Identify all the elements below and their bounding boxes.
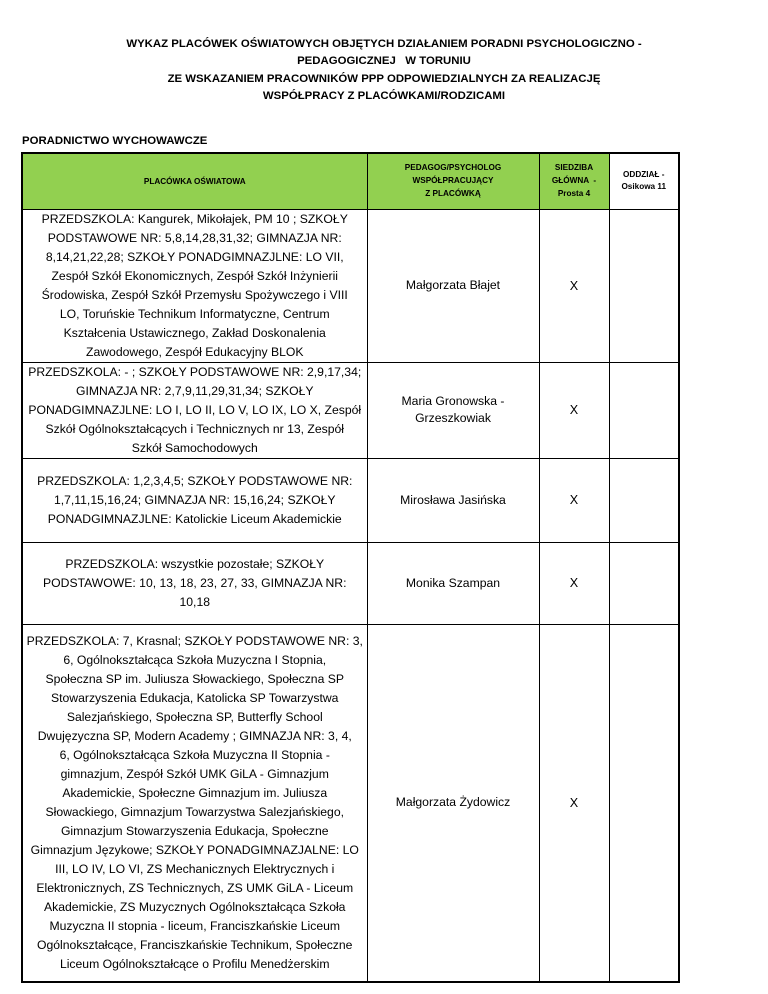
header-label: PLACÓWKA OŚWIATOWA (143, 176, 246, 186)
text-line: Dwujęzyczna SP, Modern Academy ; GIMNAZJA NR: 3, 4, (37, 728, 352, 743)
branch-cell (609, 542, 679, 624)
text-line: PRZEDSZKOLA: 1,2,3,4,5; SZKOŁY PODSTAWOWE NR: (37, 473, 353, 488)
text-line: Stowarzyszenia Edukacja, Katolicka SP Towarzystwa (51, 690, 339, 705)
title-line: WSPÓŁPRACY Z PLACÓWKAMI/RODZICAMI (262, 90, 506, 103)
text-line: 6, Ogólnokształcąca Szkoła Muzyczna II Stopnia - (59, 747, 330, 762)
text-line: PRZEDSZKOLA: wszystkie pozostałe; SZKOŁY (65, 556, 325, 571)
specialist-cell (367, 624, 539, 982)
title-line: PEDAGOGICZNEJ W TORUNIU (297, 55, 471, 68)
text-line: GIMNAZJA NR: 2,7,9,11,29,31,34; SZKOŁY (75, 383, 314, 398)
text-line: Szkół Ogólnokształcących i Technicznych nr 13, Zespół (45, 421, 344, 436)
text-line: Salezjańskiego, Społeczna SP, Butterfly School (66, 709, 323, 724)
text-line: Akademickie, Społeczne Gimnazjum im. Juliusza (62, 785, 328, 800)
table-row (22, 209, 679, 362)
table-row (22, 362, 679, 458)
institution-cell (22, 458, 367, 542)
table-header-row (22, 153, 679, 209)
header-label: Z PLACÓWKĄ (425, 188, 481, 198)
header-institution (22, 153, 367, 209)
text-line: PODSTAWOWE: 10, 13, 18, 23, 27, 33, GIMNAZJA NR: (43, 575, 347, 590)
header-label: Prosta 4 (557, 188, 591, 198)
specialist-cell (367, 362, 539, 458)
document-title (20, 36, 748, 106)
text-line: PRZEDSZKOLA: Kangurek, Mikołajek, PM 10 ; SZKOŁY (41, 211, 348, 226)
text-line: 8,14,21,22,28; SZKOŁY PONADGIMNAZJLNE: LO VII, (45, 249, 344, 264)
specialist-cell (367, 458, 539, 542)
text-line: Środowiska, Zespół Szkół Przemysłu Spożywczego i VIII (41, 287, 348, 302)
specialist-name: Małgorzata Żydowicz (395, 795, 511, 810)
text-line: 10,18 (179, 594, 210, 609)
text-line: Ogólnokształcące, Franciszkańskie Technikum, Społeczne (37, 937, 353, 952)
institutions-table (21, 152, 680, 983)
text-line: PONADGIMNAZJLNE: LO I, LO II, LO V, LO IX, LO X, Zespół (28, 402, 362, 417)
text-line: Liceum Ogólnokształcące o Profilu Menedżerskim (59, 956, 330, 971)
section-title: PORADNICTWO WYCHOWAWCZE (22, 135, 208, 147)
text-line: 6, Ogólnokształcąca Szkoła Muzyczna I Stopnia, (63, 652, 327, 667)
header-label: WSPÓŁPRACUJĄCY (412, 175, 494, 185)
specialist-name: Monika Szampan (405, 575, 501, 590)
title-line: WYKAZ PLACÓWEK OŚWIATOWYCH OBJĘTYCH DZIAŁANIEM PORADNI PSYCHOLOGICZNO - (126, 38, 642, 50)
header-label: Osikowa 11 (621, 182, 667, 192)
main-office-cell: X (539, 362, 609, 458)
institution-cell (22, 362, 367, 458)
text-line: Gimnazjum Stowarzyszenia Edukacja, Społeczne (60, 823, 329, 838)
text-line: Gimnazjum Językowe; SZKOŁY PONADGIMNAZJALNE: LO (30, 842, 359, 857)
text-line: Zespół Szkół Ekonomicznych, Zespół Szkół Inżynierii (51, 268, 339, 283)
text-line: Elektronicznych, ZS Technicznych, ZS UMK GiLA - Liceum (36, 880, 354, 895)
header-label: ODDZIAŁ - (623, 169, 665, 179)
institution-cell (22, 624, 367, 982)
text-line: PRZEDSZKOLA: - ; SZKOŁY PODSTAWOWE NR: 2,9,17,34; (28, 364, 362, 379)
text-line: Akademickie, ZS Muzycznych Ogólnokształcąca Szkoła (44, 899, 346, 914)
table-row (22, 542, 679, 624)
main-office-cell: X (539, 458, 609, 542)
branch-cell (609, 458, 679, 542)
branch-cell (609, 362, 679, 458)
text-line: Społeczna SP im. Juliusza Słowackiego, Społeczna SP (45, 671, 345, 686)
text-line: Muzyczna II stopnia - liceum, Franciszkańskie Liceum (49, 918, 341, 933)
header-branch (609, 153, 679, 209)
text-line: PRZEDSZKOLA: 7, Krasnal; SZKOŁY PODSTAWOWE NR: 3, (26, 633, 363, 648)
text-line: III, LO IV, LO VI, ZS Mechanicznych Elektrycznych i (55, 861, 335, 876)
text-line: gimnazjum, Zespół Szkół UMK GiLA - Gimnazjum (60, 766, 329, 781)
main-office-cell: X (539, 624, 609, 982)
institution-cell (22, 542, 367, 624)
specialist-name: Maria Gronowska - (401, 394, 505, 408)
specialist-name: Grzeszkowiak (415, 411, 491, 425)
specialist-cell (367, 209, 539, 362)
table-row (22, 458, 679, 542)
text-line: LO, Toruńskie Technikum Informatyczne, Centrum (59, 306, 330, 321)
text-line: Zawodowego, Zespół Edukacyjny BLOK (86, 344, 304, 359)
header-specialist (367, 153, 539, 209)
branch-cell (609, 624, 679, 982)
main-office-cell: X (539, 209, 609, 362)
text-line: Słowackiego, Gimnazjum Towarzystwa Salezjańskiego, (45, 804, 344, 819)
header-label: SIEDZIBA (554, 163, 594, 173)
header-label: PEDAGOG/PSYCHOLOG (404, 163, 502, 173)
text-line: Szkół Samochodowych (131, 440, 258, 455)
header-label: GŁÓWNA - (551, 175, 597, 185)
text-line: PONADGIMNAZJLNE: Katolickie Liceum Akademickie (47, 511, 342, 526)
branch-cell (609, 209, 679, 362)
header-main-office (539, 153, 609, 209)
institution-cell (22, 209, 367, 362)
specialist-cell (367, 542, 539, 624)
text-line: 1,7,11,15,16,24; GIMNAZJA NR: 15,16,24; SZKOŁY (53, 492, 336, 507)
text-line: PODSTAWOWE NR: 5,8,14,28,31,32; GIMNAZJA NR: (47, 230, 342, 245)
table-row (22, 624, 679, 982)
title-line: ZE WSKAZANIEM PRACOWNIKÓW PPP ODPOWIEDZIALNYCH ZA REALIZACJĘ (167, 72, 601, 85)
main-office-cell: X (539, 542, 609, 624)
text-line: Kształcenia Ustawicznego, Zakład Doskonalenia (63, 325, 326, 340)
specialist-name: Małgorzata Błajet (405, 278, 501, 292)
specialist-name: Mirosława Jasińska (400, 492, 506, 507)
